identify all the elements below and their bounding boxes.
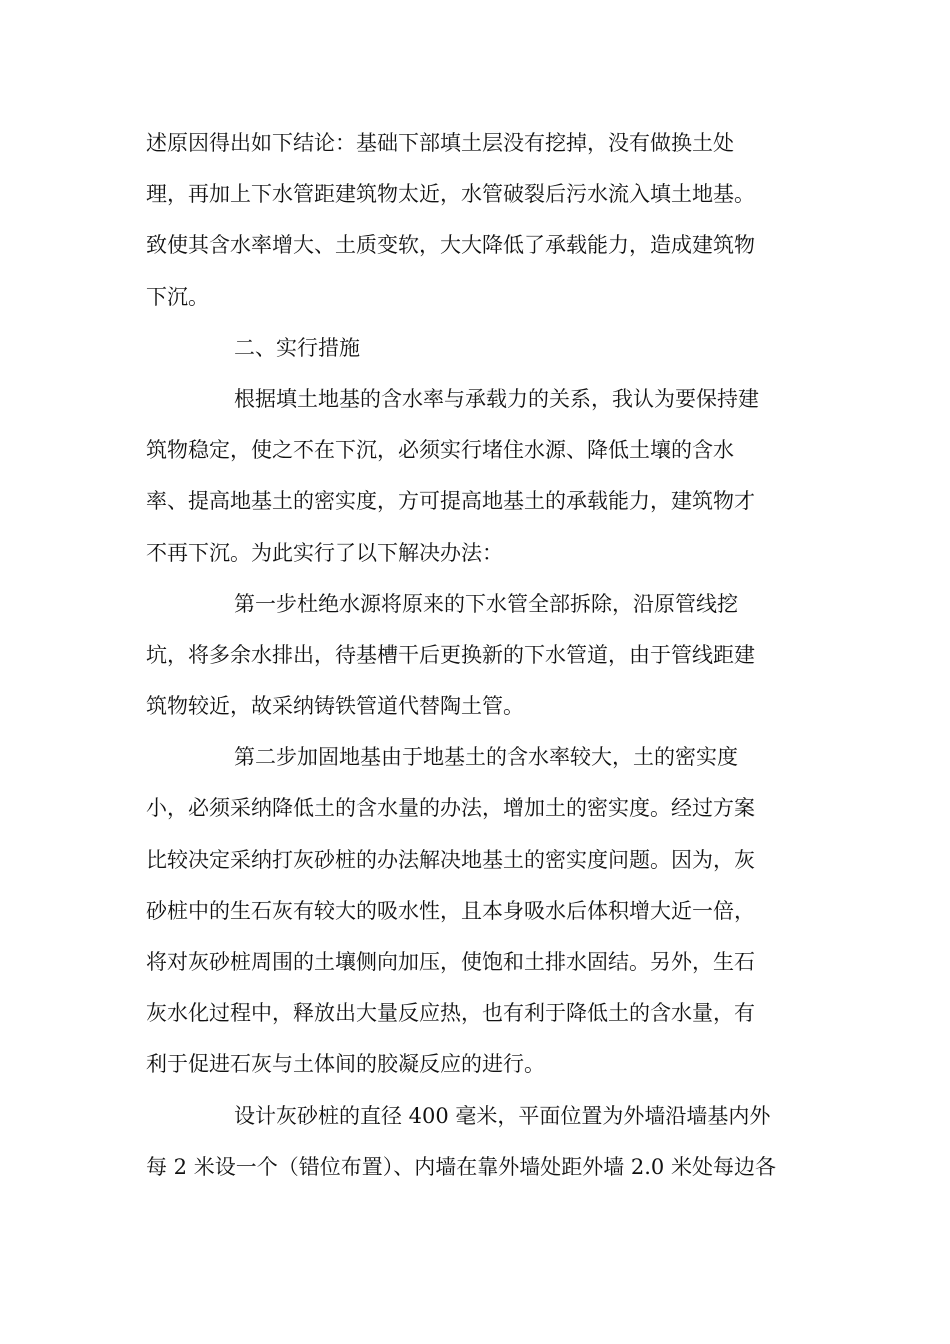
paragraph-step-one (146, 579, 806, 733)
paragraph-pile-design (146, 1091, 806, 1193)
text-line: 述原因得出如下结论：基础下部填土层没有挖掉，没有做换土处 (146, 131, 734, 155)
text-line: 率、提高地基土的密实度，方可提高地基土的承载能力，建筑物才 (146, 489, 755, 514)
text-line: 设计灰砂桩的直径 400 毫米，平面位置为外墙沿墙基内外 (234, 1103, 771, 1128)
text-line: 坑，将多余水排出，待基槽干后更换新的下水管道，由于管线距建 (146, 642, 755, 667)
text-line: 筑物稳定，使之不在下沉，必须实行堵住水源、降低土壤的含水 (146, 438, 734, 463)
text-line: 第一步杜绝水源将原来的下水管全部拆除，沿原管线挖 (234, 591, 738, 616)
text-line: 根据填土地基的含水率与承载力的关系，我认为要保持建 (234, 386, 759, 411)
paragraph-measures-intro (146, 374, 806, 579)
text-line: 第二步加固地基由于地基土的含水率较大，土的密实度 (234, 745, 738, 770)
text-line: 筑物较近，故采纳铸铁管道代替陶土管。 (146, 694, 524, 719)
document-body (146, 118, 806, 1193)
paragraph-step-two (146, 732, 806, 1090)
text-line: 下沉。 (146, 284, 209, 309)
paragraph-conclusion (146, 118, 806, 323)
section-heading-text: 二、实行措施 (234, 335, 360, 360)
text-line: 小，必须采纳降低土的含水量的办法，增加土的密实度。经过方案 (146, 796, 755, 821)
text-line: 每 2 米设一个（错位布置）、内墙在靠外墙处距外墙 2.0 米处每边各 (146, 1154, 776, 1179)
text-line: 致使其含水率增大、土质变软，大大降低了承载能力，造成建筑物 (146, 233, 755, 258)
text-line: 灰水化过程中，释放出大量反应热，也有利于降低土的含水量，有 (146, 1001, 755, 1026)
text-line: 比较决定采纳打灰砂桩的办法解决地基土的密实度问题。因为，灰 (146, 847, 755, 872)
text-line: 利于促进石灰与土体间的胶凝反应的进行。 (146, 1052, 545, 1077)
text-line: 理，再加上下水管距建筑物太近，水管破裂后污水流入填土地基。 (146, 182, 755, 207)
text-line: 将对灰砂桩周围的土壤侧向加压，使饱和土排水固结。另外，生石 (146, 950, 755, 974)
text-line: 砂桩中的生石灰有较大的吸水性，且本身吸水后体积增大近一倍， (146, 898, 755, 923)
text-line: 不再下沉。为此实行了以下解决办法： (146, 540, 503, 565)
section-heading-measures (146, 323, 806, 374)
